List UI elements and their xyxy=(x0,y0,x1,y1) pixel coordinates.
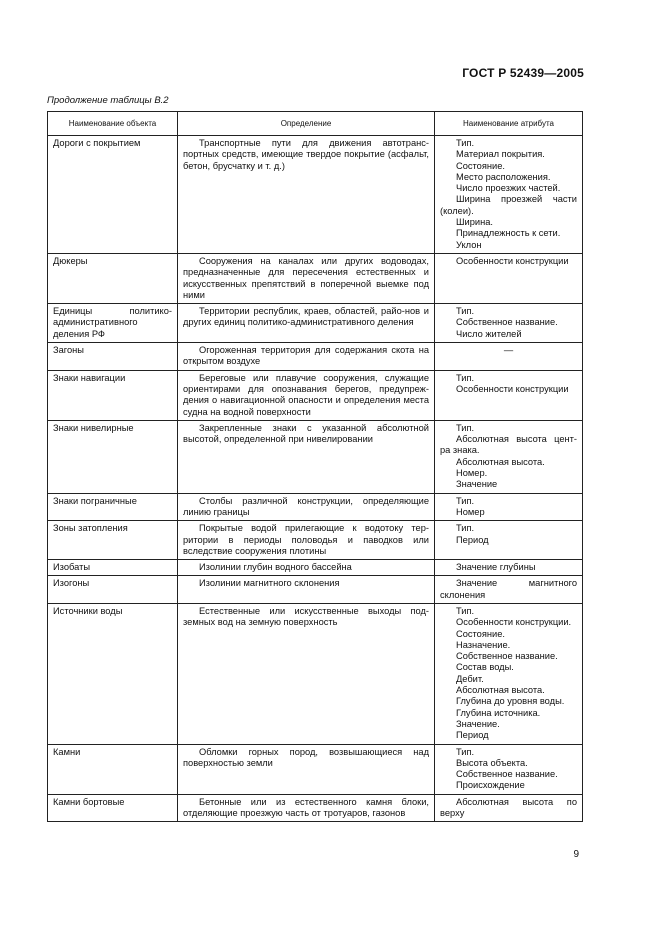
attribute-item: Особенности конструкции xyxy=(456,255,569,266)
object-name-cell: Единицы политико-административного деления РФ xyxy=(48,304,178,343)
attribute-cell xyxy=(435,521,583,560)
attribute-item: Число жителей xyxy=(456,328,522,339)
table-row xyxy=(48,794,583,822)
attribute-cell xyxy=(435,253,583,303)
attribute-cell xyxy=(435,603,583,744)
attribute-item: Тип. xyxy=(456,138,475,148)
attribute-item: Тип. xyxy=(456,605,475,616)
attribute-cell xyxy=(435,560,583,576)
definition-cell: Закрепленные знаки с указанной абсолютной высотой, определенной при нивелировании xyxy=(178,420,435,493)
attribute-item: Глубина источника. xyxy=(456,707,541,718)
definition-cell: Территории республик, краев, областей, райо-нов и других единиц политико-административного деления xyxy=(178,304,435,343)
table-row xyxy=(48,603,583,744)
attribute-item: Тип. xyxy=(456,306,475,317)
attribute-cell xyxy=(435,744,583,794)
objects-table xyxy=(47,111,583,822)
attribute-item: Состав воды. xyxy=(456,662,514,673)
definition-cell: Береговые или плавучие сооружения, служащие ориентирами для опознавания берегов, предупреж-дения о навигационной опасности и определения места судна на водной поверхности xyxy=(178,370,435,420)
object-name-cell: Знаки нивелирные xyxy=(48,420,178,493)
attribute-item: Собственное название. xyxy=(456,651,558,662)
attribute-item: Число проезжих частей. xyxy=(456,183,561,194)
object-name-cell: Изобаты xyxy=(48,560,178,576)
attribute-cell xyxy=(435,304,583,343)
attribute-cell xyxy=(435,136,583,254)
definition-cell: Столбы различной конструкции, определяющие линию границы xyxy=(178,493,435,521)
object-name-cell: Источники воды xyxy=(48,603,178,744)
attribute-item: — xyxy=(503,345,514,356)
attribute-item: Абсолютная высота цент-ра знака. xyxy=(440,434,577,456)
definition-cell: Изолинии глубин водного бассейна xyxy=(178,560,435,576)
definition-cell: Обломки горных пород, возвышающиеся над поверхностью земли xyxy=(178,744,435,794)
attribute-item: Тип. xyxy=(456,746,475,757)
table-row xyxy=(48,253,583,303)
attribute-item: Период xyxy=(456,534,489,545)
attribute-item: Назначение. xyxy=(456,639,511,650)
attribute-item: Номер xyxy=(456,506,485,517)
object-name-cell: Зоны затопления xyxy=(48,521,178,560)
object-name-cell: Камни xyxy=(48,744,178,794)
attribute-item: Собственное название. xyxy=(456,769,558,780)
attribute-item: Период xyxy=(456,730,489,741)
attribute-item: Состояние. xyxy=(456,628,505,639)
attribute-item: Высота объекта. xyxy=(456,757,528,768)
attribute-item: Значение xyxy=(456,479,498,490)
table-header-row xyxy=(48,112,583,136)
object-name-cell: Дюкеры xyxy=(48,253,178,303)
page-number: 9 xyxy=(573,849,579,860)
attribute-item: Принадлежность к сети. xyxy=(456,228,561,239)
attribute-item: Происхождение xyxy=(456,780,525,791)
attribute-item: Особенности конструкции. xyxy=(456,617,572,628)
attribute-item: Значение магнитного склонения xyxy=(440,578,577,600)
attribute-item: Глубина до уровня воды. xyxy=(456,696,565,707)
column-header-definition: Определение xyxy=(178,112,435,136)
attribute-item: Материал покрытия. xyxy=(456,149,545,160)
attribute-item: Дебит. xyxy=(456,673,484,684)
table-row xyxy=(48,420,583,493)
column-header-attribute-name: Наименование атрибута xyxy=(435,112,583,136)
attribute-item: Тип. xyxy=(456,523,475,534)
object-name-cell: Изогоны xyxy=(48,576,178,604)
table-caption: Продолжение таблицы В.2 xyxy=(47,95,169,106)
column-header-object-name: Наименование объекта xyxy=(48,112,178,136)
attribute-item: Особенности конструкции xyxy=(456,383,569,394)
object-name-cell: Знаки пограничные xyxy=(48,493,178,521)
table-row xyxy=(48,343,583,371)
definition-cell: Транспортные пути для движения автотранс-портных средств, имеющие твердое покрытие (асфальт, бетон, брусчатку и т. д.) xyxy=(178,136,435,254)
table-row xyxy=(48,560,583,576)
definition-cell: Изолинии магнитного склонения xyxy=(178,576,435,604)
definition-cell: Естественные или искусственные выходы под-земных вод на земную поверхность xyxy=(178,603,435,744)
table-row xyxy=(48,744,583,794)
attribute-item: Тип. xyxy=(456,422,475,433)
table-row xyxy=(48,576,583,604)
attribute-item: Ширина. xyxy=(456,217,493,228)
attribute-cell xyxy=(435,420,583,493)
attribute-item: Значение глубины xyxy=(456,562,536,573)
table-row xyxy=(48,370,583,420)
object-name-cell: Знаки навигации xyxy=(48,370,178,420)
table-row xyxy=(48,521,583,560)
table-row xyxy=(48,493,583,521)
definition-cell: Покрытые водой прилегающие к водотоку тер-ритории в периоды половодья и паводков или вследствие сооружения плотины xyxy=(178,521,435,560)
object-name-cell: Дороги с покрытием xyxy=(48,136,178,254)
table-row xyxy=(48,136,583,254)
attribute-item: Абсолютная высота. xyxy=(456,685,545,696)
attribute-item: Место расположения. xyxy=(456,171,551,182)
attribute-item: Абсолютная высота по верху xyxy=(440,796,577,819)
attribute-item: Абсолютная высота. xyxy=(456,456,545,467)
attribute-item: Значение. xyxy=(456,718,500,729)
object-name-cell: Камни бортовые xyxy=(48,794,178,822)
attribute-item: Тип. xyxy=(456,372,475,383)
attribute-item: Собственное название. xyxy=(456,317,558,328)
definition-cell: Бетонные или из естественного камня блоки, отделяющие проезжую часть от тротуаров, газонов xyxy=(178,794,435,822)
attribute-item: Номер. xyxy=(456,468,488,479)
attribute-item: Тип. xyxy=(456,495,475,506)
table-row xyxy=(48,304,583,343)
definition-cell: Сооружения на каналах или других водоводах, предназначенные для пересечения естественных и искусственных препятствий в поперечной выемке под ними xyxy=(178,253,435,303)
attribute-cell xyxy=(435,370,583,420)
table-body xyxy=(48,136,583,822)
attribute-item: Уклон xyxy=(456,239,482,250)
attribute-item: Состояние. xyxy=(456,160,505,171)
attribute-cell xyxy=(435,343,583,371)
definition-cell: Огороженная территория для содержания скота на открытом воздухе xyxy=(178,343,435,371)
attribute-cell xyxy=(435,576,583,604)
object-name-cell: Загоны xyxy=(48,343,178,371)
attribute-cell xyxy=(435,493,583,521)
attribute-item: Ширина проезжей части (колеи). xyxy=(440,194,577,216)
attribute-cell xyxy=(435,794,583,822)
document-header: ГОСТ Р 52439—2005 xyxy=(462,66,584,80)
